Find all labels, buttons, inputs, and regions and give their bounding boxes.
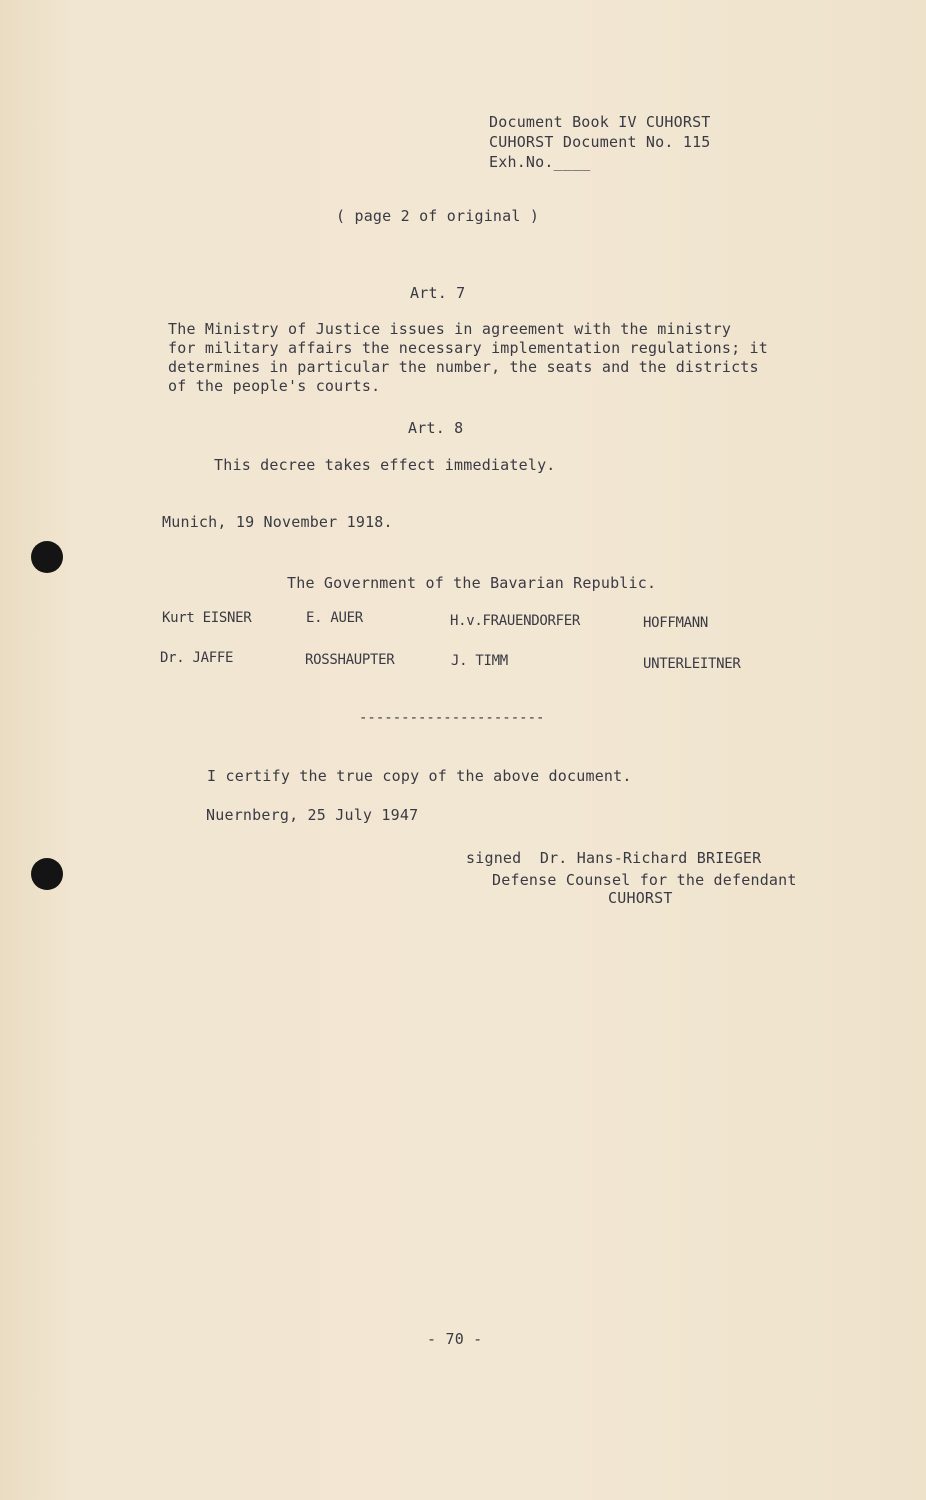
place-date: Munich, 19 November 1918. [162, 513, 393, 531]
article-7-heading: Art. 7 [410, 284, 466, 302]
signatory: J. TIMM [451, 653, 508, 669]
counsel-role: Defense Counsel for the defendant [492, 871, 797, 889]
article-8-body: This decree takes effect immediately. [214, 456, 556, 474]
defendant-name: CUHORST [608, 889, 673, 907]
article-7-body: The Ministry of Justice issues in agreement with the ministry for military affairs the necessary implementation regulations; it determines in particular the number, the seats and the districts of the people's courts. [168, 320, 768, 395]
signatory: HOFFMANN [643, 615, 709, 631]
page-number: - 70 - [427, 1330, 483, 1348]
signatory: Kurt EISNER [162, 610, 252, 626]
signatory: UNTERLEITNER [643, 656, 741, 672]
signatory: E. AUER [306, 610, 363, 626]
punch-hole-lower [31, 858, 63, 890]
article-8-heading: Art. 8 [408, 419, 464, 437]
signatory: H.v.FRAUENDORFER [450, 613, 581, 629]
signatory: ROSSHAUPTER [305, 652, 395, 668]
certification-statement: I certify the true copy of the above document. [207, 767, 632, 785]
header-document-number: CUHORST Document No. 115 [489, 133, 711, 151]
page-reference: ( page 2 of original ) [336, 207, 540, 225]
punch-hole-upper [31, 541, 63, 573]
separator-line: ---------------------- [359, 710, 545, 726]
header-exhibit-number: Exh.No.____ [489, 153, 591, 171]
government-line: The Government of the Bavarian Republic. [287, 574, 657, 592]
signatory: Dr. JAFFE [160, 650, 234, 666]
certification-place-date: Nuernberg, 25 July 1947 [206, 806, 419, 824]
signed-line: signed Dr. Hans-Richard BRIEGER [466, 849, 762, 867]
header-document-book: Document Book IV CUHORST [489, 113, 711, 131]
